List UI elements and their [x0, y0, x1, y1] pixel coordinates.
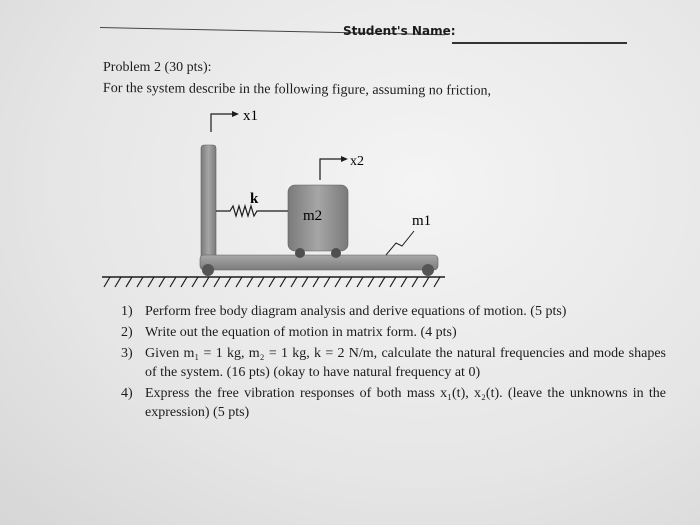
question-text: Perform free body diagram analysis and derive equations of motion. (5 pts) [145, 304, 567, 319]
ground-hatch-icon [102, 277, 445, 287]
question-text: Write out the equation of motion in matrix form. (4 pts) [145, 325, 457, 340]
question-number: 3) [121, 346, 133, 361]
problem-title: Problem 2 (30 pts): [103, 60, 212, 75]
mass-spring-figure [100, 105, 460, 290]
list-item [121, 302, 666, 321]
list-item [121, 323, 666, 342]
m1-label: m1 [412, 213, 432, 229]
spring-label: k [250, 191, 259, 207]
question-text: Express the free vibration responses of both mass x₁(t), x₂(t). (leave the unknowns in the expression) (5 pts) [145, 386, 666, 420]
list-item [121, 384, 666, 422]
m1-pointer-icon [386, 231, 414, 255]
problem-intro: For the system describe in the following figure, assuming no friction, [102, 81, 492, 99]
student-name-field-line [452, 42, 627, 44]
question-text: Given m₁ = 1 kg, m₂ = 1 kg, k = 2 N/m, calculate the natural frequencies and mode shapes of the system. (16 pts) (okay to have natural frequency at 0) [145, 346, 666, 380]
question-number: 1) [121, 304, 133, 319]
question-list [121, 302, 666, 424]
x2-arrow-icon [320, 156, 348, 180]
student-name-label: Student's Name: [343, 24, 456, 38]
x1-arrow-icon [211, 111, 239, 132]
spring-icon [216, 206, 288, 216]
question-number: 4) [121, 386, 133, 401]
question-number: 2) [121, 325, 133, 340]
x1-label: x1 [243, 108, 258, 124]
list-item [121, 344, 666, 382]
x2-label: x2 [350, 154, 364, 169]
m2-label: m2 [303, 208, 323, 224]
